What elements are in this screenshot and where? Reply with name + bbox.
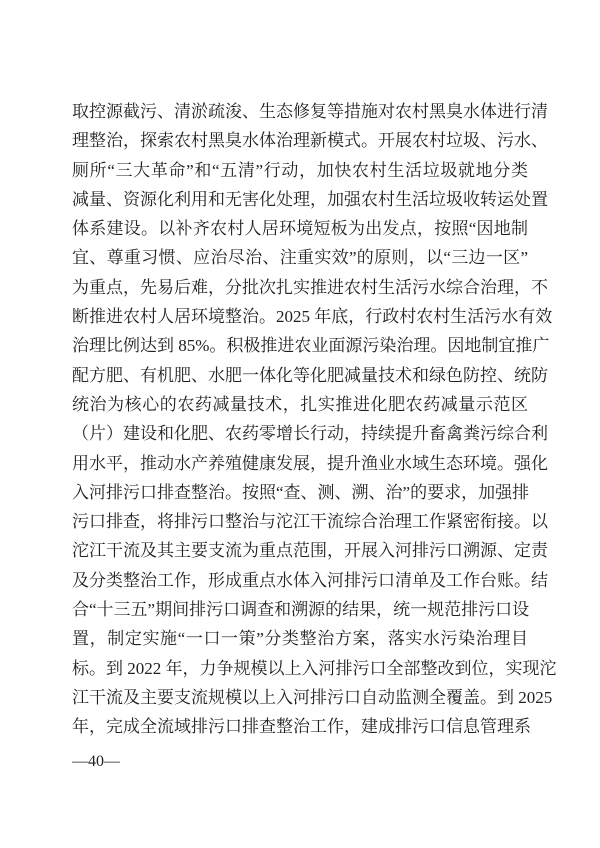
- text-line: 体系建设。以补齐农村人居环境短板为出发点，按照“因地制: [72, 219, 528, 239]
- text-line: 入河排污口排查整治。按照“查、测、溯、治”的要求，加强排: [72, 482, 530, 502]
- text-line: 江干流及主要支流规模以上入河排污口自动监测全覆盖。到 2025: [72, 687, 553, 707]
- text-line: 取控源截污、清淤疏浚、生态修复等措施对农村黑臭水体进行清: [72, 102, 548, 121]
- text-line: 标。到 2022 年，力争规模以上入河排污口全部整改到位，实现沱: [72, 658, 557, 678]
- text-line: 理整治，探索农村黑臭水体治理新模式。开展农村垃圾、污水、: [72, 131, 548, 151]
- body-text: [72, 97, 557, 742]
- text-line: 合“十三五”期间排污口调查和溯源的结果，统一规范排污口设: [72, 600, 530, 620]
- text-line: （片）建设和化肥、农药零增长行动，持续提升畜禽粪污综合利: [72, 424, 548, 444]
- text-line: 配方肥、有机肥、水肥一体化等化肥减量技术和绿色防控、统防: [72, 365, 548, 385]
- text-line: 统治为核心的农药减量技术，扎实推进化肥农药减量示范区: [72, 394, 528, 414]
- text-line: 减量、资源化利用和无害化处理，加强农村生活垃圾收转运处置: [72, 189, 548, 209]
- text-line: 置，制定实施“一口一策”分类整治方案，落实水污染治理目: [72, 629, 528, 649]
- text-line: 治理比例达到 85%。积极推进农业面源污染治理。因地制宜推广: [72, 336, 550, 356]
- text-line: 沱江干流及其主要支流为重点范围，开展入河排污口溯源、定责: [72, 541, 548, 561]
- text-line: 年，完成全流域排污口排查整治工作，建成排污口信息管理系: [72, 717, 531, 737]
- text-line: 宜、尊重习惯、应治尽治、注重实效”的原则，以“三边一区”: [72, 248, 528, 268]
- page-number: —40—: [72, 753, 120, 770]
- text-line: 为重点，先易后难，分批次扎实推进农村生活污水综合治理，不: [72, 277, 548, 297]
- text-line: 及分类整治工作，形成重点水体入河排污口清单及工作台账。结: [72, 570, 548, 590]
- text-line: 污口排查，将排污口整治与沱江干流综合治理工作紧密衔接。以: [72, 512, 548, 532]
- text-line: 断推进农村人居环境整治。2025 年底，行政村农村生活污水有效: [72, 307, 553, 327]
- text-line: 厕所“三大革命”和“五清”行动，加快农村生活垃圾就地分类: [72, 160, 528, 180]
- text-line: 用水平，推动水产养殖健康发展，提升渔业水域生态环境。强化: [72, 453, 548, 473]
